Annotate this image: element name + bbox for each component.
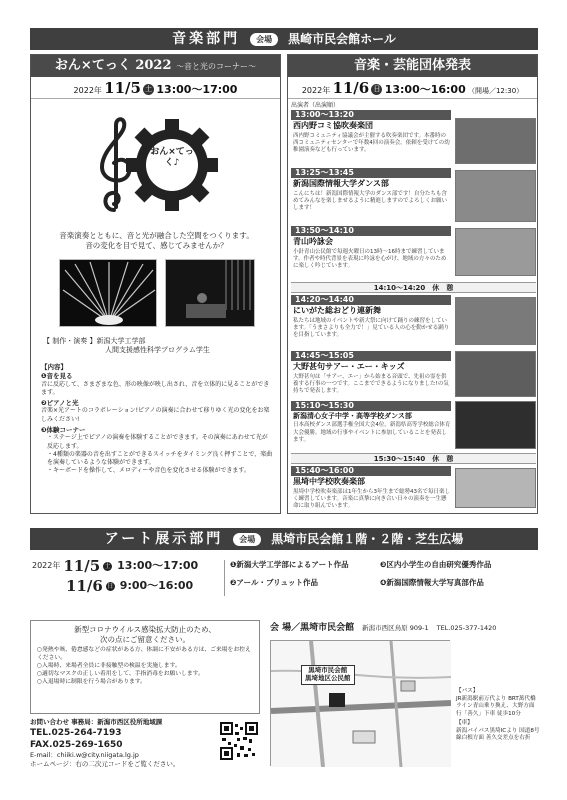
performance-desc: 大野甚句は「サアー、エー」から始まる音頭で、先祖の霊を供養する行事の一つです。ここまでできるようになりました!の気持ちで発表します。	[293, 373, 449, 395]
credit-block	[43, 337, 273, 356]
intro-line1: 音楽演奏とともに、音と光が融合した空間をつくります。	[59, 231, 254, 240]
break-row: 14:10〜14:20 休 憩	[291, 282, 536, 293]
content-label: 【内容】	[41, 363, 67, 371]
art-venue: 黒埼市民会館１階・２階・芝生広場	[271, 531, 464, 546]
performance-desc: 西内野コミュニティ協議会が主催する吹奏楽団です。本番時の西コミュニティセンターで年数4回の演奏会。依頼を受けての幼稚園演奏なども行っています。	[293, 132, 450, 154]
light-show-photo	[59, 259, 157, 327]
car-text: 新潟バイパス黒埼ICより 国道8号線白根方面 善久交差点を右折	[456, 727, 540, 742]
covid-notice	[30, 620, 260, 714]
map-label1: 黒埼市民会館	[308, 666, 348, 674]
qr-code-image	[220, 722, 258, 760]
art-date2: 11/6	[66, 576, 103, 595]
notice-lead1: 新型コロナウイルス感染拡大防止のため、	[74, 625, 216, 634]
art-work-item: ❸区内小学生の自由研究優秀作品	[380, 560, 492, 569]
art-schedule	[32, 556, 232, 596]
right-panel	[287, 54, 538, 514]
performance-time: 15:40〜16:00	[291, 466, 451, 476]
art-time2: 9:00〜16:00	[119, 578, 194, 592]
notice-item: ○適切なマスクの正しい着用をして、手指消毒をお願いします。	[37, 670, 204, 677]
performance-photo	[455, 351, 536, 397]
performance-name: にいがた総おどり連新舞	[293, 306, 381, 315]
notice-item: ○発熱や咳、倦怠感などの症状がある方、体調に不安がある方は、ご来場をお控えください。	[37, 647, 251, 662]
contact-tel: TEL.025-264-7193	[30, 727, 122, 738]
credit-line1: 新潟大学工学部	[96, 337, 146, 345]
art-works	[230, 560, 538, 588]
performance-name: 新潟国際情報大学ダンス部	[293, 179, 389, 188]
music-section-banner	[30, 28, 538, 50]
left-title: おん×てっく 2022	[54, 58, 172, 73]
contact-fax: FAX.025-269-1650	[30, 739, 123, 750]
car-title: 【車】	[456, 720, 473, 727]
performance-desc: 日本高校ダンス部選手権全国大会4位。新潟県高等学校総合体育大会優勝。地域の行事やイベントに参加していることを発表します。	[293, 422, 451, 443]
performance-time: 13:50〜14:10	[291, 226, 451, 236]
right-time: 13:00〜16:00	[384, 83, 466, 96]
light-beams-image	[60, 260, 157, 327]
content-block	[41, 363, 273, 475]
left-intro	[39, 231, 274, 251]
break-row: 15:30〜15:40 休 憩	[291, 453, 536, 464]
performance-photo	[455, 297, 536, 345]
performance-desc: 小針青山公民館で毎週火曜日の13時〜16時まで練習しています。作者や時代背景を表現に吟詠を心がけ、地域の方々のために楽しく吟じています。	[293, 248, 447, 270]
music-venue: 黒崎市民会館ホール	[288, 31, 396, 46]
contact-email[interactable]: E-mail：chiiki.w@city.niigata.lg.jp	[30, 751, 139, 760]
contact-block	[30, 718, 220, 769]
contact-homepage: ホームページ：右の二次元コードをご覧ください。	[30, 759, 180, 768]
performance-photo	[455, 401, 536, 449]
music-section-title: 音楽部門	[172, 30, 241, 47]
transport-info	[456, 688, 540, 743]
performance-time: 13:00〜13:20	[291, 110, 451, 120]
performance-time: 14:45〜15:05	[291, 351, 451, 361]
performance-time: 15:10〜15:30	[291, 401, 451, 411]
item1-text: 音に反応して、さまざまな色、形の映像が映し出され、音を立体的に見ることができます。	[41, 380, 270, 396]
credit-line2: 人間支援感性科学プログラム学生	[105, 346, 210, 355]
right-weekday: 日	[373, 85, 381, 93]
performance-desc: 黒埼中学校吹奏楽部は1年生から3年生まで総勢43名で毎日楽しく練習しています。音楽に真摯に向き合い日々の演奏を一生懸命に取り組んでいます。	[293, 488, 450, 510]
item2-text: 音楽×光アートのコラボレーション!ピアノの演奏に合わせて移りゆく光の変化をお楽しみください!	[41, 407, 270, 423]
list-item: ・ステージ上でピアノの演奏を体験することができます。その演奏にあわせて光が反応します。	[47, 434, 268, 450]
notice-lead2: 次の点にご留意ください。	[100, 635, 190, 645]
left-year: 2022年	[73, 86, 102, 95]
performance-desc: こんにちは！新潟国際情報大学のダンス部です！自分たちも含めてみんなを楽しませるように精進しますのでよろしくお願いします！	[293, 190, 448, 212]
logo-text: おん×てっく♪	[150, 147, 194, 168]
experience-list	[41, 434, 273, 474]
map-venue-label	[301, 665, 355, 685]
art-year: 2022年	[32, 560, 61, 570]
performance-item	[291, 401, 536, 453]
bus-title: 【バス】	[456, 688, 479, 694]
left-time: 13:00〜17:00	[156, 83, 238, 96]
performance-item	[291, 466, 536, 518]
art-date1: 11/5	[63, 556, 101, 575]
performance-name: 大野甚句サアー・エー・キッズ	[293, 362, 405, 371]
left-weekday: 土	[145, 85, 153, 93]
right-panel-header: 音楽・芸能団体発表	[288, 55, 537, 77]
access-address: 新潟市西区鳥原 909-1	[362, 624, 429, 632]
intro-line2: 音の変化を目で見て、感じてみませんか？	[85, 241, 228, 251]
item1-title: ❶音を見る	[41, 371, 73, 380]
bus-text: JR新潟駅前万代より BRT萬代橋ライン青山乗り換え、大野方面行「善久」下車 徒歩10分	[456, 695, 536, 717]
performance-desc: 私たちは地域のイベントや新大祭に向けて踊りの練習をしています。「うまさよりも全力で！」見ている人の心を動かせる踊りを目指しています。	[293, 317, 450, 339]
left-date: 11/5	[104, 79, 141, 97]
map-image	[271, 641, 451, 767]
performance-name: 西内野コミ協吹奏楽団	[293, 121, 373, 130]
performance-photo	[455, 228, 536, 276]
list-item: ・キーボードを操作して、メロディーや音色を変化させる体験ができます。	[47, 466, 250, 474]
notice-item: ○入場時、来場者全員に非接触型の検温を実施します。	[37, 662, 181, 669]
item3-title: ❸体験コーナー	[41, 425, 86, 434]
art-work-item: ❶新潟大学工学部によるアート作品	[230, 560, 349, 569]
performance-name: 新潟清心女子中学・高等学校ダンス部	[293, 412, 412, 420]
performance-photo	[455, 468, 536, 508]
piano-photo	[165, 259, 255, 327]
divider	[224, 560, 225, 596]
art-weekday1: 土	[104, 562, 111, 570]
qr-code[interactable]	[220, 722, 258, 760]
access-label: 会 場／黒埼市民会館	[270, 623, 355, 633]
access-tel: TEL.025-377-1420	[436, 624, 497, 632]
performance-item	[291, 110, 536, 168]
performance-time: 14:20〜14:40	[291, 295, 451, 305]
left-date-line	[31, 77, 280, 99]
art-section-title: アート展示部門	[104, 530, 224, 547]
piano-light-image	[166, 260, 255, 327]
art-section-banner	[30, 528, 538, 550]
access-map	[270, 640, 450, 766]
performance-list	[291, 110, 536, 518]
venue-badge: 会場	[233, 533, 261, 546]
performers-label: 出演者（出演順）	[291, 102, 340, 109]
right-date: 11/6	[332, 79, 370, 97]
list-item: ・4種類の楽器の音を出すことができるスイッチをタイミング良く押すことで、楽曲を演奏しているような体験ができます。	[47, 450, 273, 466]
performance-item	[291, 168, 536, 226]
onxtech-logo	[86, 115, 226, 220]
right-open-time: （開場／12:30）	[467, 87, 524, 95]
left-subtitle: 〜音と光のコーナー〜	[176, 62, 257, 71]
notice-item: ○入退場時に制限を行う場合があります。	[37, 678, 146, 685]
venue-badge: 会場	[250, 33, 278, 46]
item2-title: ❷ピアノと光	[41, 398, 79, 407]
performance-name: 青山吟詠会	[293, 237, 333, 246]
performance-item	[291, 226, 536, 282]
performance-item	[291, 295, 536, 351]
credit-label: 【 制作・演奏 】	[43, 337, 97, 345]
art-weekday2: 日	[107, 582, 114, 590]
contact-label: お問い合わせ 事務局：新潟市西区役所地域課	[30, 718, 163, 726]
access-block	[270, 622, 538, 634]
right-date-line	[288, 77, 537, 99]
map-label2: 黒埼地区公民館	[305, 673, 351, 682]
performance-time: 13:25〜13:45	[291, 168, 451, 178]
art-work-item: ❷アール・ブリュット作品	[230, 578, 318, 588]
left-panel	[30, 54, 281, 514]
art-work-item: ❹新潟国際情報大学写真部作品	[380, 578, 484, 588]
left-panel-header	[31, 55, 280, 77]
performance-photo	[455, 170, 536, 222]
performance-photo	[455, 118, 536, 164]
right-year: 2022年	[301, 86, 331, 95]
performance-name: 黒埼中学校吹奏楽部	[293, 477, 365, 486]
performance-item	[291, 351, 536, 401]
art-time1: 13:00〜17:00	[117, 558, 199, 572]
